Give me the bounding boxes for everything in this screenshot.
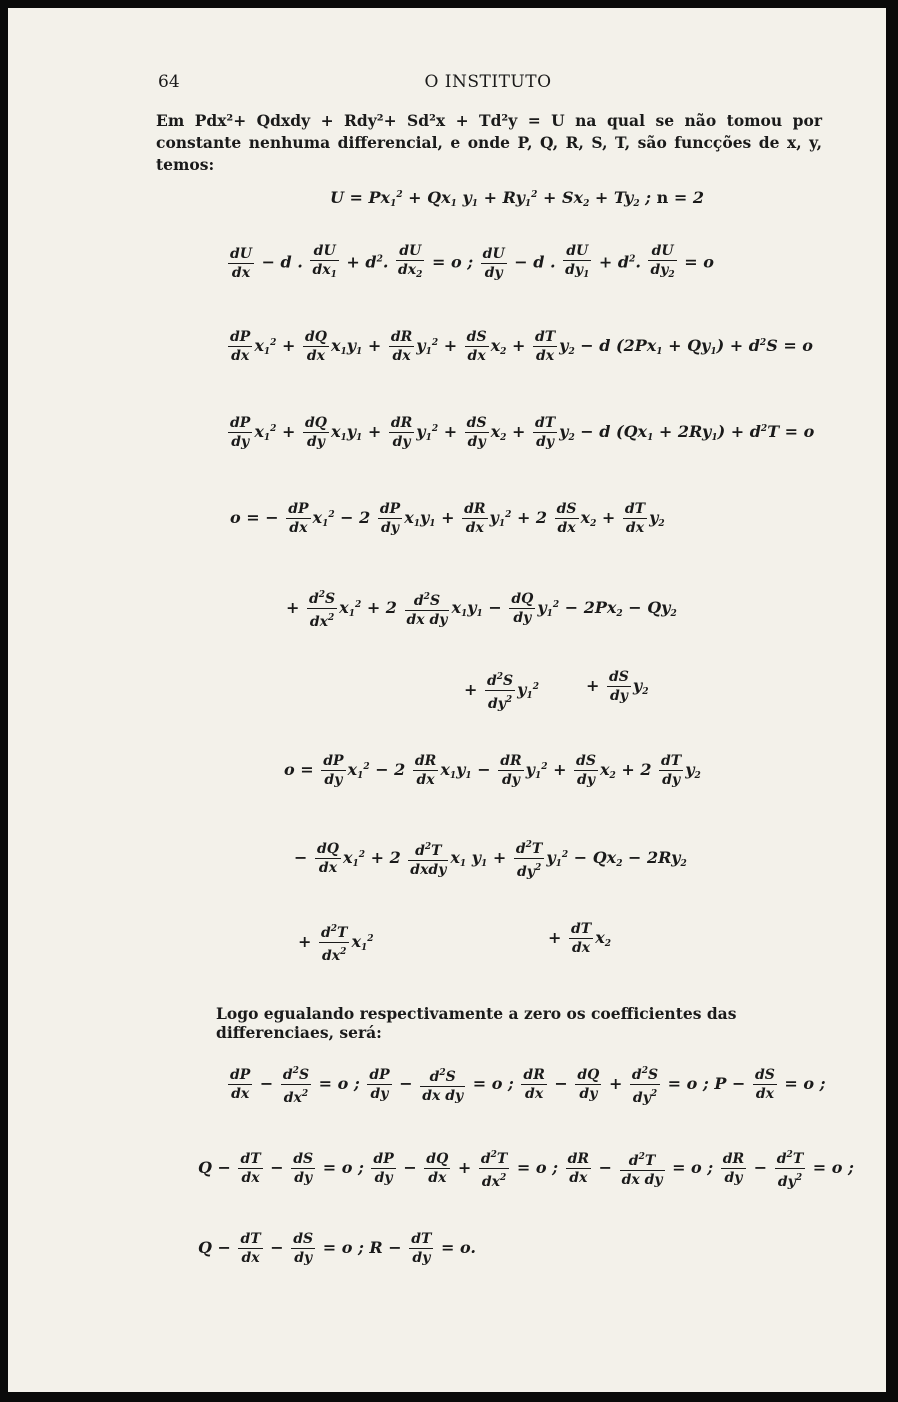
equation-second-system-line-2: − $\frac{dQ}{dx}$ $x_1^2 + 2$ $\frac{d^2T}{\text{dxdy}}$ $x_1$ $y_1$ + $\frac{d^2T}{dy^2}$ $y_1^2 - Qx_2 - 2Ry_2$ [294, 836, 687, 881]
equation-first-system-line-3: + $\frac{d^2S}{dy^2}$ $y_1^2$ [464, 668, 539, 713]
equation-euler-conditions: $\frac{dU}{dx}$ − d . $\frac{dU}{dx_1}$ + $d^2$. $\frac{dU}{dx_2}$ = o ; $\frac{dU}{dy}$ − d . $\frac{dU}{dy_1}$ + $d^2$. $\frac{dU}{dy_2}$ = o [230, 243, 714, 281]
page-header [158, 72, 818, 96]
equation-x-expanded: $\frac{dP}{dx}$ $x_1^2$ + $\frac{dQ}{dx}$ $x_1y_1$ + $\frac{dR}{dx}$ $y_1^2$ + $\frac{dS}{dx}$ $x_2$ + $\frac{dT}{dx}$ $y_2 - d$ $(2Px_1 + Qy_1) + d^2S = o$ [230, 329, 813, 364]
equation-conditions-line-2: Q − $\frac{dT}{dx}$ − $\frac{dS}{dy}$ = o ; $\frac{dP}{dy}$ − $\frac{dQ}{dx}$ + $\frac{d^2T}{dx^2}$ = o ; $\frac{dR}{dx}$ − $\frac{d^2T}{\text{dx dy}}$ = o ; $\frac{dR}{dy}$ − $\frac{d^2T}{dy^2}$ = o ; [198, 1146, 854, 1191]
equation-first-system-line-1: o = − $\frac{dP}{dx}$ $x_1^2 - 2$ $\frac{dP}{dy}$ $x_1y_1$ + $\frac{dR}{dx}$ $y_1^2 + 2$ $\frac{dS}{dx}$ $x_2$ + $\frac{dT}{dx}$ $y_2$ [230, 501, 665, 536]
page-number: 64 [158, 72, 180, 92]
equation-conditions-line-1: $\frac{dP}{dx}$ − $\frac{d^2S}{dx^2}$ = o ; $\frac{dP}{dy}$ − $\frac{d^2S}{\text{dx dy}}$ = o ; $\frac{dR}{dx}$ − $\frac{dQ}{dy}$ + $\frac{d^2S}{dy^2}$ = o ; P − $\frac{dS}{dx}$ = o ; [226, 1062, 826, 1107]
document-page [8, 8, 886, 1392]
equation-u-definition: $U = Px_1^2 + Qx_1$ $y_1 + Ry_1^2 + Sx_2 + Ty_2$ ; n = 2 [330, 188, 704, 209]
equation-y-expanded: $\frac{dP}{dy}$ $x_1^2$ + $\frac{dQ}{dy}$ $x_1y_1$ + $\frac{dR}{dy}$ $y_1^2$ + $\frac{dS}{dy}$ $x_2$ + $\frac{dT}{dy}$ $y_2 - d$ $(Qx_1 + 2Ry_1) + d^2T = o$ [230, 415, 815, 450]
equation-first-system-line-3b: + $\frac{dS}{dy}$ $y_2$ [586, 669, 649, 704]
running-title: O INSTITUTO [424, 72, 552, 92]
conclusion-paragraph: Logo egualando respectivamente a zero os coefficientes das differenciaes, será: [216, 1004, 737, 1042]
equation-first-system-line-2: + $\frac{d^2S}{dx^2}$ $x_1^2 + 2$ $\frac{d^2S}{\text{dx dy}}$ $x_1y_1$ − $\frac{dQ}{dy}$ $y_1^2 - 2Px_2 - Qy_2$ [286, 586, 677, 631]
equation-second-system-line-3b: + $\frac{dT}{dx}$ $x_2$ [548, 921, 612, 956]
equation-second-system-line-1: o = $\frac{dP}{dy}$ $x_1^2 - 2$ $\frac{dR}{dx}$ $x_1y_1$ − $\frac{dR}{dy}$ $y_1^2$ + $\frac{dS}{dy}$ $x_2 + 2$ $\frac{dT}{dy}$ $y_2$ [284, 753, 701, 788]
equation-second-system-line-3: + $\frac{d^2T}{dx^2}$ $x_1^2$ [298, 920, 374, 965]
equation-conditions-line-3: Q − $\frac{dT}{dx}$ − $\frac{dS}{dy}$ = o ; R − $\frac{dT}{dy}$ = o. [198, 1231, 476, 1266]
intro-paragraph: Em Pdx²+ Qdxdy + Rdy²+ Sd²x + Td²y = U na qual se não tomou por constante nenhuma differencial, e onde P, Q, R, S, T, são funcções de x, y, temos: [156, 111, 822, 174]
